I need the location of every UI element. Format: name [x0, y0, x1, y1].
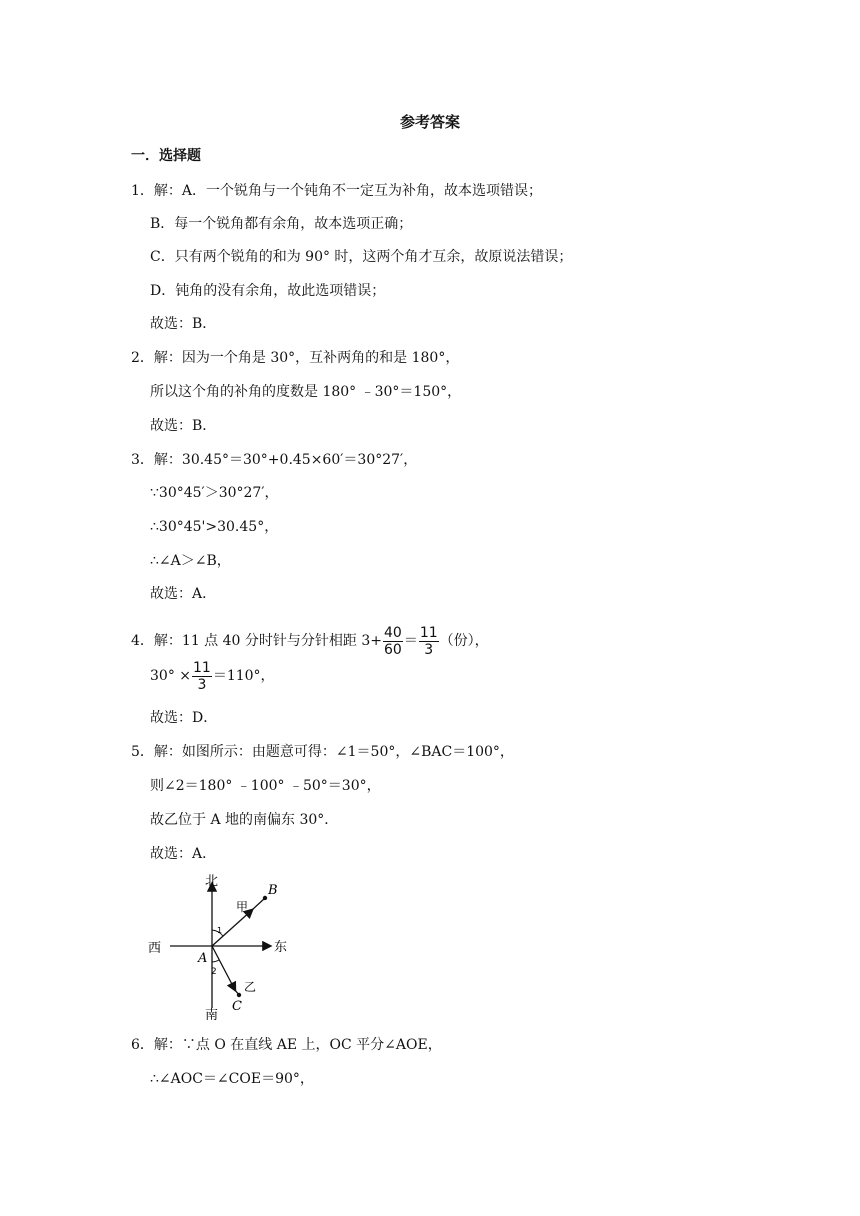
fraction-40-60 [383, 625, 403, 658]
equals-sign: ＝ [403, 633, 418, 649]
fraction-11-3 [192, 660, 212, 693]
q3-line-1: 3．解：30.45°＝30°+0.45×60′＝30°27′， [131, 452, 418, 468]
q4-line-2-suffix: ＝110°， [212, 668, 275, 684]
q4-answer: 故选：D． [150, 710, 218, 726]
fraction-11-3 [419, 625, 439, 658]
point-C [237, 993, 241, 997]
label-east: 东 [274, 940, 288, 955]
label-B: B [268, 883, 278, 898]
label-west: 西 [148, 941, 162, 956]
label-jia: 甲 [236, 900, 249, 914]
q3-line-2: ∵30°45′＞30°27′， [150, 485, 279, 501]
q4-line-2 [150, 656, 275, 696]
q1-line-3: C．只有两个锐角的和为 90° 时，这两个角才互余，故原说法错误； [150, 249, 573, 265]
q2-line-2: 所以这个角的补角的度数是 180° ﹣30°＝150°， [150, 384, 462, 400]
section-heading: 一．选择题 [131, 148, 201, 164]
q3-line-3: ∴30°45'>30.45°， [150, 519, 279, 535]
label-A: A [198, 951, 208, 966]
q1-line-1: 1．解：A．一个锐角与一个钝角不一定互为补角，故本选项错误； [131, 183, 543, 199]
q6-line-1: 6．解：∵点 O 在直线 AE 上，OC 平分∠AOE， [131, 1037, 442, 1053]
label-north: 北 [205, 874, 219, 889]
q3-answer: 故选：A． [150, 586, 217, 602]
fraction-denominator: 3 [424, 641, 434, 658]
angle-2-arc [212, 960, 219, 962]
page-title: 参考答案 [399, 113, 460, 131]
q5-answer: 故选：A． [150, 846, 217, 862]
ray-AB-ext [252, 898, 265, 910]
q2-answer: 故选：B． [150, 418, 217, 434]
fraction-denominator: 60 [383, 641, 402, 658]
q4-line-1 [131, 621, 489, 661]
q2-line-1: 2．解：因为一个角是 30°，互补两角的和是 180°， [131, 350, 460, 366]
label-south: 南 [205, 1008, 219, 1023]
fraction-numerator: 40 [383, 624, 402, 641]
q3-line-4: ∴∠A＞∠B， [150, 553, 231, 569]
compass-diagram [140, 868, 300, 1028]
label-angle-1: 1 [217, 926, 223, 935]
fraction-numerator: 11 [419, 624, 438, 641]
q4-line-1-text: 4．解：11 点 40 分时针与分针相距 3+ [131, 633, 382, 649]
q1-line-4: D．钝角的没有余角，故此选项错误； [150, 283, 386, 299]
fraction-numerator: 11 [193, 659, 211, 676]
q1-line-2: B．每一个锐角都有余角，故本选项正确； [150, 216, 413, 232]
q6-line-2: ∴∠AOC＝∠COE＝90°， [150, 1071, 314, 1087]
q5-line-3: 故乙位于 A 地的南偏东 30°． [150, 812, 339, 828]
label-C: C [232, 999, 242, 1014]
fraction-denominator: 3 [197, 676, 207, 693]
q5-line-2: 则∠2＝180° ﹣100° ﹣50°＝30°， [150, 778, 381, 794]
point-B [263, 896, 267, 900]
q1-answer: 故选：B． [150, 316, 217, 332]
label-yi: 乙 [244, 980, 257, 994]
q4-line-1-suffix: （份）， [439, 633, 489, 649]
q4-line-2-text: 30° × [150, 668, 191, 684]
label-angle-2: 2 [211, 967, 217, 977]
q5-line-1: 5．解：如图所示：由题意可得：∠1＝50°，∠BAC＝100°， [131, 744, 514, 760]
